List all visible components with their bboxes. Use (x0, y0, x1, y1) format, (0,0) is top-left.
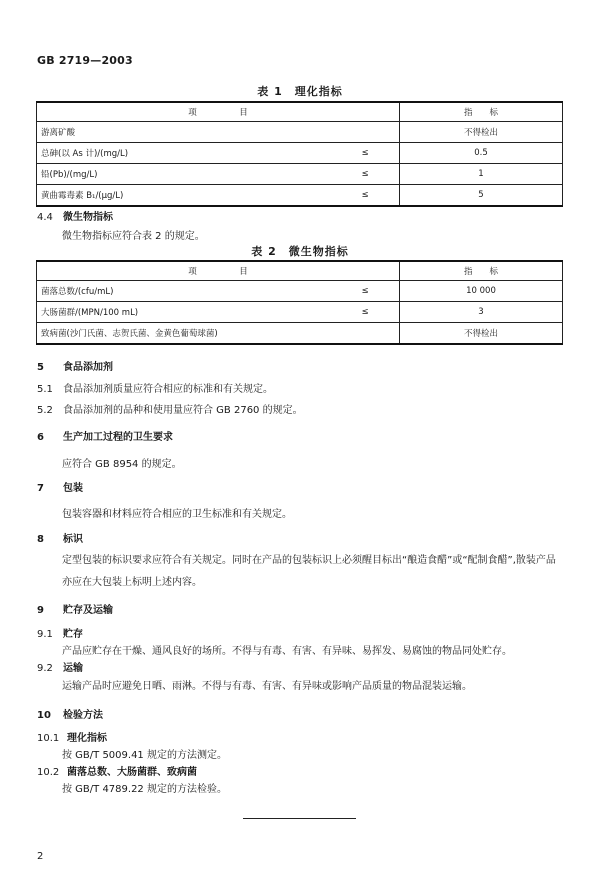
table2-row-symbol: ≤ (331, 302, 400, 323)
section-title: 标识 (63, 534, 83, 545)
section-number: 5.1 (37, 384, 53, 395)
section-9-heading (37, 601, 113, 616)
table2-row-item: 大肠菌群/(MPN/100 mL) (37, 302, 332, 323)
table1-row-symbol: ≤ (331, 185, 400, 207)
table1-col-value: 指 标 (400, 102, 563, 122)
table2-row-value: 3 (400, 302, 563, 323)
section-number: 9.1 (37, 629, 53, 640)
table-row (37, 143, 563, 164)
table1-col-item: 项 目 (37, 102, 400, 122)
page-number: 2 (37, 851, 44, 862)
section-number: 10 (37, 710, 51, 721)
table2-row-item: 菌落总数/(cfu/mL) (37, 281, 332, 302)
section-6-text: 应符合 GB 8954 的规定。 (62, 459, 182, 470)
section-number: 6 (37, 432, 44, 443)
section-9-1-text: 产品应贮存在干燥、通风良好的场所。不得与有毒、有害、有异味、易挥发、易腐蚀的物品同处贮存。 (62, 646, 512, 657)
table-row (37, 164, 563, 185)
section-number: 4.4 (37, 212, 53, 223)
section-5-2 (37, 401, 303, 416)
table-row (37, 323, 563, 345)
table2 (36, 260, 563, 345)
table1-row-value: 5 (400, 185, 563, 207)
table2-caption: 表 2 微生物指标 (251, 245, 349, 258)
section-7-text: 包装容器和材料应符合相应的卫生标准和有关规定。 (62, 509, 292, 520)
table1-row-item: 黄曲霉毒素 B₁/(μg/L) (37, 185, 332, 207)
section-number: 9 (37, 605, 44, 616)
section-9-2-text: 运输产品时应避免日晒、雨淋。不得与有毒、有害、有异味或影响产品质量的物品混装运输。 (62, 681, 472, 692)
table1-row-value: 1 (400, 164, 563, 185)
section-title: 贮存及运输 (63, 605, 113, 616)
section-title: 食品添加剂 (63, 362, 113, 373)
section-9-1-heading (37, 625, 83, 640)
table1-row-symbol: ≤ (331, 143, 400, 164)
table1-row-symbol: ≤ (331, 164, 400, 185)
table-row (37, 302, 563, 323)
standard-number-header: GB 2719—2003 (37, 54, 133, 67)
table2-row-value: 不得检出 (400, 323, 563, 345)
section-8-text: 定型包装的标识要求应符合有关规定。同时在产品的包装标识上必须醒目标出“酿造食醋”或“配制食醋”,散装产品亦应在大包装上标明上述内容。 (62, 555, 556, 588)
table2-header-row (37, 261, 563, 281)
section-number: 7 (37, 483, 44, 494)
end-rule (243, 818, 356, 819)
section-10-1-heading (37, 729, 107, 744)
section-9-2-heading (37, 659, 83, 674)
table1-header-row (37, 102, 563, 122)
section-6-heading (37, 428, 173, 443)
section-title: 检验方法 (63, 710, 103, 721)
section-10-2-text: 按 GB/T 4789.22 规定的方法检验。 (62, 784, 227, 795)
table-row (37, 185, 563, 207)
table1-row-item: 铅(Pb)/(mg/L) (37, 164, 332, 185)
section-number: 10.1 (37, 733, 60, 744)
section-number: 5 (37, 362, 44, 373)
table1-row-item: 游离矿酸 (37, 122, 400, 143)
section-10-2-heading (37, 763, 197, 778)
section-title: 贮存 (63, 629, 83, 640)
table2-row-value: 10 000 (400, 281, 563, 302)
section-5-heading (37, 358, 113, 373)
table2-row-symbol: ≤ (331, 281, 400, 302)
table1-row-value: 0.5 (400, 143, 563, 164)
section-7-heading (37, 479, 83, 494)
table2-col-item: 项 目 (37, 261, 400, 281)
table-row (37, 281, 563, 302)
table1-row-value: 不得检出 (400, 122, 563, 143)
section-title: 微生物指标 (63, 212, 113, 223)
section-5-1 (37, 380, 273, 395)
section-number: 8 (37, 534, 44, 545)
section-title: 运输 (63, 663, 83, 674)
section-4-4-heading (37, 208, 113, 223)
table1-row-item: 总砷(以 As 计)/(mg/L) (37, 143, 332, 164)
section-title: 生产加工过程的卫生要求 (63, 432, 173, 443)
section-number: 9.2 (37, 663, 53, 674)
section-title: 理化指标 (67, 733, 107, 744)
table-row (37, 122, 563, 143)
table2-row-item: 致病菌(沙门氏菌、志贺氏菌、金黄色葡萄球菌) (37, 323, 400, 345)
section-text: 食品添加剂的品种和使用量应符合 GB 2760 的规定。 (63, 405, 303, 416)
section-4-4-text: 微生物指标应符合表 2 的规定。 (62, 231, 205, 242)
table1 (36, 101, 563, 207)
table2-col-value: 指 标 (400, 261, 563, 281)
section-title: 包装 (63, 483, 83, 494)
section-number: 10.2 (37, 767, 60, 778)
section-number: 5.2 (37, 405, 53, 416)
section-10-heading (37, 706, 103, 721)
section-8-heading (37, 530, 83, 545)
table1-caption: 表 1 理化指标 (257, 85, 343, 98)
section-title: 菌落总数、大肠菌群、致病菌 (67, 767, 197, 778)
section-text: 食品添加剂质量应符合相应的标准和有关规定。 (63, 384, 273, 395)
section-10-1-text: 按 GB/T 5009.41 规定的方法测定。 (62, 750, 227, 761)
